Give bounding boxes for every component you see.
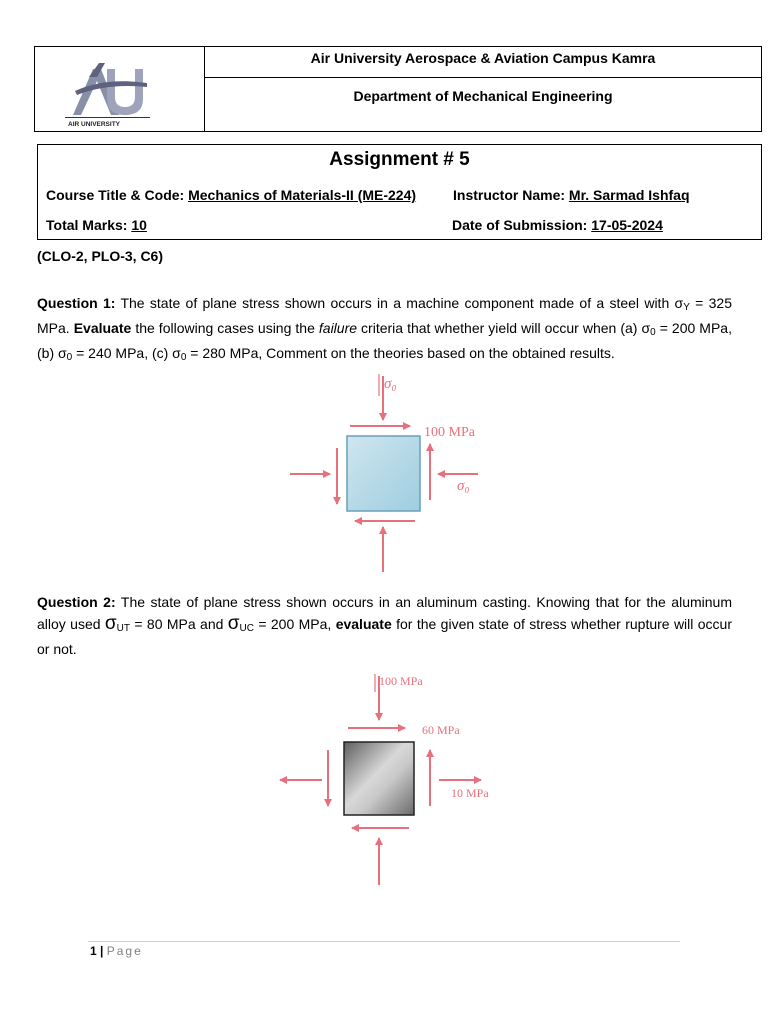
page-separator: |	[96, 944, 107, 958]
date-label: Date of Submission:	[452, 217, 588, 233]
q1-text-4: criteria that whether yield will occur when (a) σ	[357, 320, 651, 336]
date-line	[452, 217, 663, 233]
q1-text-1: The state of plane stress shown occurs in a machine component made of a steel with σ	[115, 295, 684, 311]
q1-sigma-right-label: σ₀	[457, 478, 470, 494]
course-line	[46, 187, 416, 203]
q1-sub-0c: 0	[180, 352, 187, 363]
course-label: Course Title & Code:	[46, 187, 185, 203]
q2-sigma-uc: σ	[227, 613, 240, 634]
q1-text-2: = 325 MPa.	[37, 295, 732, 336]
q2-stress-element-figure	[276, 670, 506, 890]
q2-text-3: = 200 MPa,	[253, 616, 336, 632]
q1-text-6: = 240 MPa, (c) σ	[72, 345, 181, 361]
q1-stress-element-figure	[280, 368, 500, 572]
assignment-title: Assignment # 5	[329, 149, 470, 170]
q2-sub-uc: UC	[239, 623, 254, 634]
date-value: 17-05-2024	[591, 217, 663, 233]
q1-sigma-top-label: σ₀	[384, 376, 397, 392]
footer-divider	[88, 941, 680, 942]
q2-text-2: = 80 MPa and	[130, 616, 228, 632]
q2-sigma-ut: σ	[104, 613, 117, 634]
instructor-label: Instructor Name:	[453, 187, 566, 203]
question-1-label: Question 1:	[37, 295, 116, 311]
department-name: Department of Mechanical Engineering	[353, 88, 613, 104]
instructor-value: Mr. Sarmad Ishfaq	[568, 187, 690, 203]
marks-value: 10	[131, 217, 147, 233]
q1-text-5: = 200 MPa, (b) σ	[37, 320, 732, 361]
marks-line	[46, 217, 147, 233]
page-footer	[90, 944, 143, 958]
q1-stress-block	[347, 436, 420, 511]
question-2-label: Question 2:	[37, 594, 116, 610]
q2-top-label: 100 MPa	[379, 674, 423, 688]
header-table	[34, 46, 762, 132]
page-label: Page	[106, 944, 143, 958]
logo-text: AIR UNIVERSITY	[68, 121, 121, 128]
q2-sub-ut: UT	[116, 623, 130, 634]
q1-sub-0a: 0	[650, 327, 656, 338]
q1-failure: failure	[318, 320, 358, 336]
q2-shear-label: 60 MPa	[422, 723, 460, 737]
q1-text-7: = 280 MPa, Comment on the theories based on the obtained results.	[186, 345, 615, 361]
q2-evaluate: evaluate	[335, 616, 392, 632]
campus-name: Air University Aerospace & Aviation Campus Kamra	[205, 47, 761, 78]
q1-sub-0b: 0	[66, 352, 73, 363]
instructor-line	[453, 187, 690, 203]
q2-text-4: for the given state of stress whether rupture will occur or not.	[37, 616, 733, 657]
q1-text-3: the following cases using the	[131, 320, 319, 336]
marks-label: Total Marks:	[46, 217, 128, 233]
course-value: Mechanics of Materials-II (ME-224)	[188, 187, 417, 203]
q2-right-label: 10 MPa	[451, 786, 489, 800]
q2-stress-block	[344, 742, 414, 815]
q1-evaluate: Evaluate	[73, 320, 132, 336]
q1-sub-y: Y	[683, 302, 690, 313]
question-2-text	[37, 592, 732, 660]
question-1-text	[37, 293, 732, 368]
q1-shear-label: 100 MPa	[424, 425, 475, 440]
air-university-logo	[35, 47, 204, 131]
logo-cell	[35, 47, 205, 131]
clo-text: (CLO-2, PLO-3, C6)	[37, 248, 164, 264]
assignment-box	[37, 144, 762, 240]
q2-text-1: The state of plane stress shown occurs in an aluminum casting. Knowing that for the aluminum alloy used	[37, 594, 732, 632]
page-number: 1	[90, 944, 97, 958]
